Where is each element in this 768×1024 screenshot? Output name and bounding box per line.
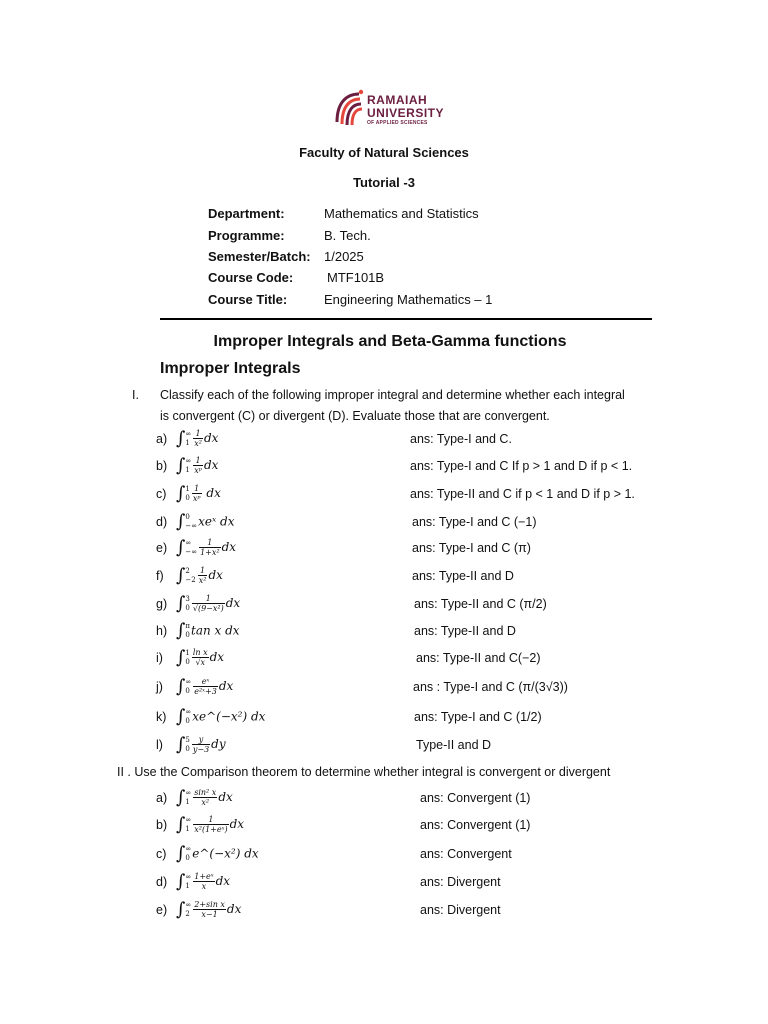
numerator: 1 [193, 456, 203, 466]
item-label: f) [156, 569, 164, 583]
upper-limit: ∞ [185, 844, 192, 853]
numerator: 1+eˣ [194, 872, 214, 881]
lower-limit: −∞ [185, 521, 198, 530]
lower-limit: −2 [185, 575, 196, 584]
integrand-fraction [193, 872, 214, 891]
lower-limit: 0 [185, 853, 190, 862]
answer-text: ans: Divergent [420, 903, 501, 917]
section2-text: II . Use the Comparison theorem to determine whether integral is convergent or divergent [117, 765, 611, 779]
integrand-fraction [193, 815, 228, 834]
integrand: xeˣ dx [198, 514, 235, 529]
answer-text: ans: Convergent [420, 847, 512, 861]
exercise-item [156, 647, 656, 675]
lower-limit: 1 [185, 438, 190, 447]
integral-expression [176, 787, 233, 808]
denominator: x² [194, 439, 202, 448]
differential: dy [211, 737, 226, 751]
lower-limit: 0 [185, 630, 190, 639]
upper-limit: ∞ [185, 429, 192, 438]
numerator: 1 [198, 566, 208, 576]
integral-limits [185, 513, 197, 531]
integral-expression [176, 620, 240, 641]
item-label: i) [156, 651, 163, 665]
course-code-label: Course Code: [208, 270, 294, 285]
integrand-fraction [192, 648, 209, 667]
item-label: b) [156, 459, 168, 473]
numerator: 1 [199, 538, 221, 548]
section1-numeral: I. [132, 388, 139, 402]
integral-limits [185, 873, 191, 891]
differential: dx [226, 902, 242, 916]
integral-limits [185, 901, 191, 919]
department-label: Department: [208, 206, 285, 221]
denominator: 1+x² [200, 548, 220, 557]
item-label: a) [156, 432, 168, 446]
numerator: 1 [192, 484, 202, 494]
integral-expression [176, 734, 226, 755]
answer-text: ans: Divergent [420, 875, 501, 889]
integral-sign-icon: ∫ [176, 787, 186, 808]
tutorial-heading: Tutorial -3 [353, 175, 415, 190]
answer-text: Type-II and D [416, 738, 492, 752]
logo-line-1: RAMAIAH [367, 93, 428, 107]
integral-sign-icon: ∫ [176, 734, 186, 755]
denominator: y−3 [192, 745, 210, 754]
denominator: x² [198, 576, 207, 585]
university-logo [333, 88, 453, 132]
integral-expression [176, 565, 223, 586]
integrand: xe^(−x²) dx [192, 709, 266, 724]
integral-limits [185, 708, 191, 726]
integral-expression [176, 537, 236, 558]
integrand-fraction [192, 735, 210, 754]
integral-limits [185, 539, 197, 557]
upper-limit: 1 [185, 648, 190, 657]
course-title-label: Course Title: [208, 292, 288, 307]
denominator: x²(1+eˣ) [194, 825, 228, 834]
item-label: g) [156, 597, 168, 611]
exercise-item [156, 843, 656, 871]
integral-limits [185, 622, 190, 640]
lower-limit: 0 [185, 657, 190, 666]
answer-text: ans : Type-I and C (π/(3√3)) [413, 680, 568, 694]
integral-sign-icon: ∫ [176, 537, 186, 558]
integral-sign-icon: ∫ [176, 483, 186, 504]
integral-sign-icon: ∫ [176, 593, 186, 614]
integral-sign-icon: ∫ [176, 620, 186, 641]
denominator: xᵖ [192, 494, 201, 503]
section1-text-line2: is convergent (C) or divergent (D). Evaluate those that are convergent. [160, 409, 550, 423]
integrand-fraction [193, 677, 218, 696]
denominator: x [201, 882, 207, 891]
exercise-item [156, 676, 656, 704]
answer-text: ans: Type-I and C If p > 1 and D if p < 1. [410, 459, 633, 473]
integrand-fraction [192, 594, 225, 613]
lower-limit: 0 [185, 686, 190, 695]
exercise-item [156, 537, 656, 565]
department-value: Mathematics and Statistics [324, 206, 479, 221]
integrand: tan x dx [191, 623, 240, 638]
numerator: eˣ [193, 677, 218, 687]
integrand: e^(−x²) dx [192, 846, 259, 861]
differential: dx [203, 458, 219, 472]
exercise-item [156, 483, 656, 511]
differential: dx [209, 650, 225, 664]
upper-limit: ∞ [185, 900, 192, 909]
integral-sign-icon: ∫ [176, 706, 186, 727]
exercise-item [156, 455, 656, 483]
numerator: 1 [192, 594, 225, 604]
exercise-item [156, 593, 656, 621]
numerator: ln x [192, 648, 208, 657]
answer-text: ans: Type-II and C(−2) [416, 651, 541, 665]
item-label: e) [156, 541, 168, 555]
denominator: x² [201, 798, 210, 807]
answer-text: ans: Type-II and C (π/2) [414, 597, 547, 611]
item-label: b) [156, 818, 168, 832]
integral-expression [176, 511, 235, 532]
differential: dx [225, 596, 241, 610]
differential: dx [218, 679, 234, 693]
item-label: e) [156, 903, 168, 917]
integral-expression [176, 871, 230, 892]
integrand-fraction [193, 788, 217, 807]
differential: dx [208, 568, 223, 582]
integral-sign-icon: ∫ [176, 843, 186, 864]
integral-expression [176, 676, 233, 697]
numerator: y [192, 735, 210, 745]
integral-limits [185, 816, 191, 834]
integral-expression [176, 455, 218, 476]
item-label: c) [156, 487, 167, 501]
lower-limit: −∞ [185, 547, 198, 556]
differential: dx [202, 486, 221, 500]
integral-expression [176, 814, 244, 835]
lower-limit: 0 [185, 716, 190, 725]
divider-line [160, 318, 652, 320]
integral-expression [176, 843, 259, 864]
lower-limit: 1 [185, 465, 190, 474]
exercise-item [156, 511, 656, 539]
course-title-value: Engineering Mathematics – 1 [324, 292, 493, 307]
answer-text: ans: Type-II and C if p < 1 and D if p > 1. [410, 487, 635, 501]
item-label: d) [156, 515, 168, 529]
course-code-value: MTF101B [327, 270, 385, 285]
differential: dx [221, 540, 237, 554]
logo-line-3: OF APPLIED SCIENCES [367, 120, 428, 126]
integral-sign-icon: ∫ [176, 565, 186, 586]
exercise-item [156, 428, 656, 456]
exercise-item [156, 565, 656, 593]
upper-limit: 2 [185, 566, 190, 575]
denominator: √x [195, 658, 206, 667]
item-label: k) [156, 710, 167, 724]
denominator: xᵖ [194, 466, 202, 475]
answer-text: ans: Type-I and C (−1) [412, 515, 537, 529]
answer-text: ans: Convergent (1) [420, 818, 531, 832]
upper-limit: ∞ [185, 815, 192, 824]
programme-value: B. Tech. [324, 228, 371, 243]
upper-limit: π [185, 621, 190, 630]
item-label: l) [156, 738, 163, 752]
upper-limit: 1 [185, 484, 190, 493]
answer-text: ans: Type-II and D [414, 624, 516, 638]
upper-limit: 5 [185, 735, 190, 744]
lower-limit: 1 [185, 881, 190, 890]
integral-expression [176, 899, 241, 920]
differential: dx [203, 431, 219, 445]
programme-label: Programme: [208, 228, 285, 243]
section-subtitle: Improper Integrals [160, 360, 301, 377]
exercise-item [156, 787, 656, 815]
document-title: Improper Integrals and Beta-Gamma functions [213, 333, 567, 350]
item-label: c) [156, 847, 167, 861]
exercise-item [156, 814, 656, 842]
upper-limit: ∞ [185, 872, 192, 881]
item-label: d) [156, 875, 168, 889]
upper-limit: 3 [185, 594, 190, 603]
answer-text: ans: Type-II and D [412, 569, 514, 583]
denominator: √(9−x²) [192, 604, 224, 613]
upper-limit: ∞ [185, 788, 192, 797]
section1-text-line1: Classify each of the following improper integral and determine whether each integral [160, 388, 625, 402]
differential: dx [229, 817, 245, 831]
semester-label: Semester/Batch: [208, 249, 311, 264]
integral-limits [185, 678, 191, 696]
integral-sign-icon: ∫ [176, 428, 186, 449]
answer-text: ans: Type-I and C (1/2) [414, 710, 542, 724]
integral-expression [176, 483, 221, 504]
integral-limits [185, 595, 189, 613]
logo-line-2: UNIVERSITY [367, 106, 445, 120]
lower-limit: 1 [185, 797, 190, 806]
logo-emblem-icon [333, 88, 365, 128]
integrand-fraction [193, 429, 203, 448]
numerator: sin² x [194, 788, 217, 797]
upper-limit: ∞ [185, 456, 192, 465]
integral-expression [176, 428, 218, 449]
differential: dx [215, 874, 231, 888]
integral-limits [185, 567, 195, 585]
integral-sign-icon: ∫ [176, 511, 186, 532]
integral-sign-icon: ∫ [176, 814, 186, 835]
integral-sign-icon: ∫ [176, 647, 186, 668]
exercise-item [156, 871, 656, 899]
exercise-item [156, 620, 656, 648]
numerator: 1 [193, 429, 203, 439]
integral-limits [185, 845, 191, 863]
answer-text: ans: Type-I and C (π) [412, 541, 531, 555]
exercise-item [156, 706, 656, 734]
integral-limits [185, 485, 189, 503]
integral-sign-icon: ∫ [176, 871, 186, 892]
lower-limit: 0 [185, 603, 190, 612]
denominator: e²ˣ+3 [194, 687, 217, 696]
exercise-item [156, 899, 656, 927]
integral-limits [185, 649, 189, 667]
item-label: j) [156, 680, 163, 694]
answer-text: ans: Type-I and C. [410, 432, 512, 446]
integral-limits [185, 430, 191, 448]
integral-expression [176, 593, 240, 614]
integrand-fraction [193, 900, 226, 919]
lower-limit: 0 [185, 744, 190, 753]
integral-limits [185, 457, 191, 475]
integral-expression [176, 647, 224, 668]
upper-limit: ∞ [185, 707, 192, 716]
upper-limit: 0 [185, 512, 190, 521]
item-label: h) [156, 624, 168, 638]
integrand-fraction [193, 456, 203, 475]
numerator: 1 [193, 815, 228, 825]
integrand-fraction [199, 538, 221, 557]
answer-text: ans: Convergent (1) [420, 791, 531, 805]
denominator: x−1 [201, 910, 218, 919]
integrand-fraction [198, 566, 208, 585]
lower-limit: 0 [185, 493, 190, 502]
item-label: a) [156, 791, 168, 805]
upper-limit: ∞ [185, 677, 192, 686]
integral-limits [185, 736, 189, 754]
integral-sign-icon: ∫ [176, 899, 186, 920]
faculty-heading: Faculty of Natural Sciences [299, 145, 469, 160]
integrand-fraction [192, 484, 202, 503]
numerator: 2+sin x [194, 900, 225, 909]
exercise-item [156, 734, 656, 762]
semester-value: 1/2025 [324, 249, 364, 264]
integral-limits [185, 789, 191, 807]
integral-sign-icon: ∫ [176, 455, 186, 476]
differential: dx [218, 790, 233, 804]
upper-limit: ∞ [185, 538, 192, 547]
integral-sign-icon: ∫ [176, 676, 186, 697]
integral-expression [176, 706, 265, 727]
lower-limit: 1 [185, 824, 190, 833]
lower-limit: 2 [185, 909, 190, 918]
